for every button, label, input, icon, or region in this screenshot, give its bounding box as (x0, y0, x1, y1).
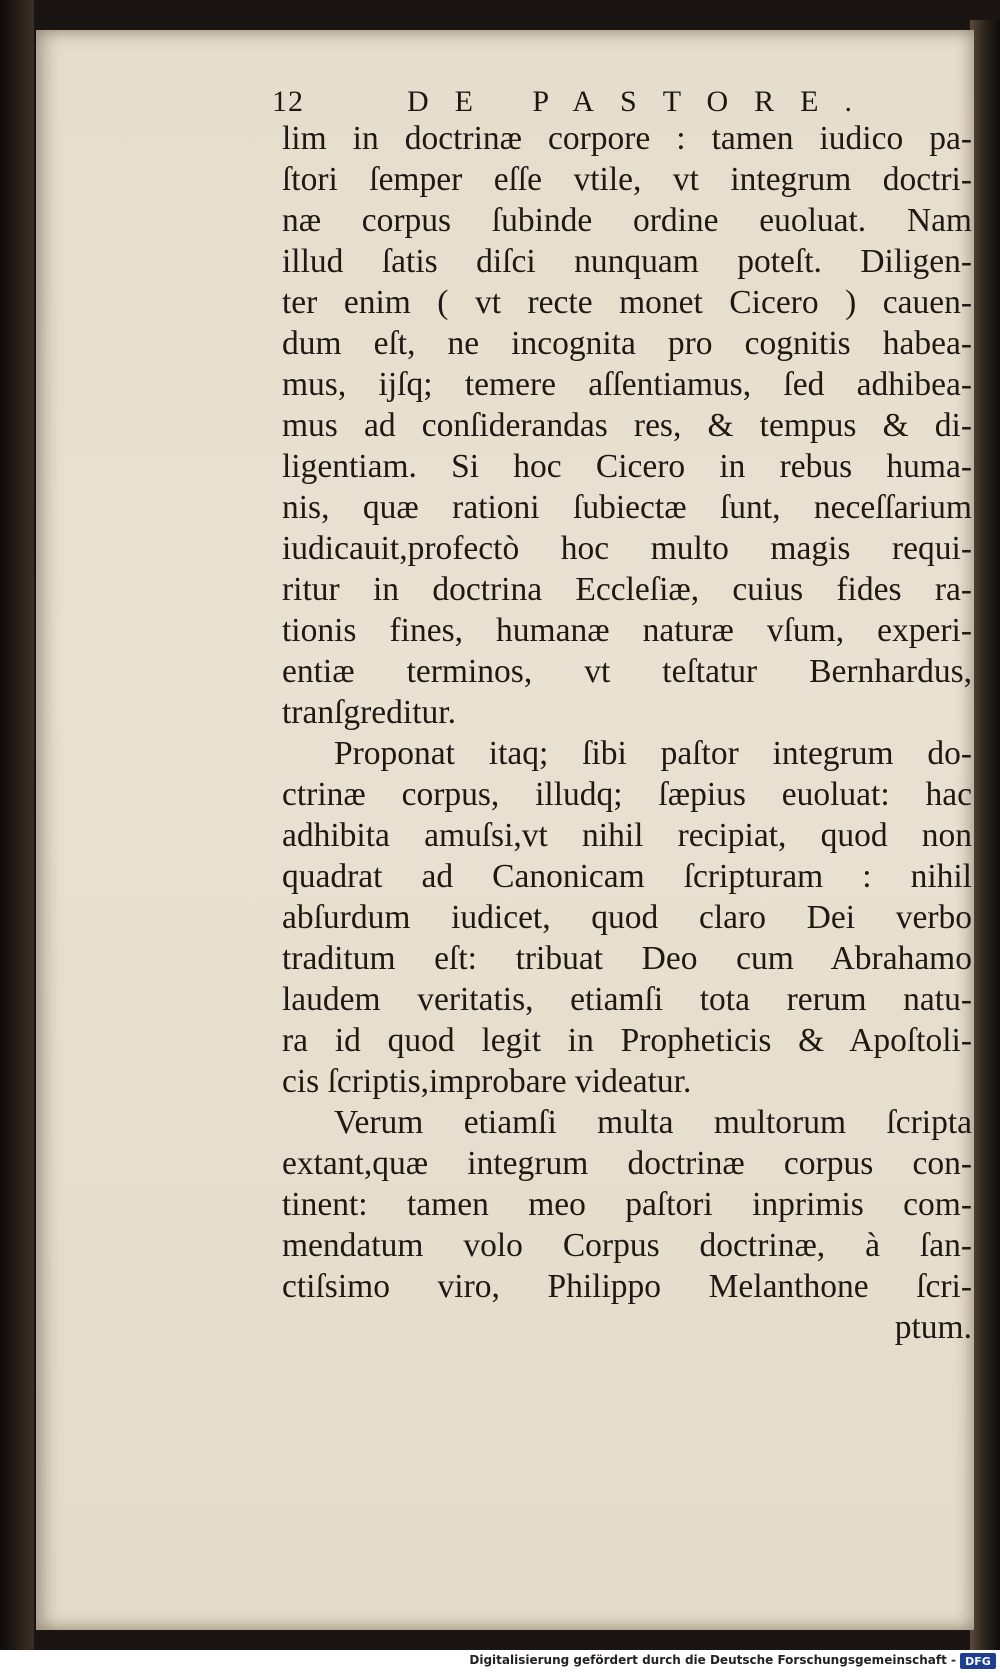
text-line: illud ſatis diſci nunquam poteſt. Diligen- (282, 243, 972, 280)
text-line: ritur in doctrina Eccleſiæ, cuius fides ra- (282, 571, 972, 608)
text-line: mendatum volo Corpus doctrinæ, à ſan- (282, 1227, 972, 1264)
text-line: tinent: tamen meo paſtori inprimis com- (282, 1186, 972, 1223)
page-fore-edge (970, 20, 1000, 1650)
text-line: lim in doctrinæ corpore : tamen iudico pa- (282, 120, 972, 157)
text-line: quadrat ad Canonicam ſcripturam : nihil (282, 858, 972, 895)
text-line: ligentiam. Si hoc Cicero in rebus huma- (282, 448, 972, 485)
text-line: nis, quæ rationi ſubiectæ ſunt, neceſſarium (282, 489, 972, 526)
text-line: mus, ijſq; temere aſſentiamus, ſed adhibea- (282, 366, 972, 403)
dfg-logo: DFG (960, 1653, 996, 1669)
catchword: ptum. (894, 1309, 972, 1346)
paragraph-start-line: Proponat itaq; ſibi paſtor integrum do- (334, 735, 972, 772)
text-line: tionis fines, humanæ naturæ vſum, experi- (282, 612, 972, 649)
text-line: extant,quæ integrum doctrinæ corpus con- (282, 1145, 972, 1182)
text-line: ctrinæ corpus, illudq; ſæpius euoluat: hac (282, 776, 972, 813)
text-line: laudem veritatis, etiamſi tota rerum natu- (282, 981, 972, 1018)
text-line: adhibita amuſsi,vt nihil recipiat, quod non (282, 817, 972, 854)
text-line: traditum eſt: tribuat Deo cum Abrahamo (282, 940, 972, 977)
text-line: ſtori ſemper eſſe vtile, vt integrum doctri- (282, 161, 972, 198)
text-line: ter enim ( vt recte monet Cicero ) cauen- (282, 284, 972, 321)
running-title: DE PASTORE. (406, 85, 878, 118)
funding-credit: Digitalisierung gefördert durch die Deutsche Forschungsgemeinschaft - (469, 1653, 956, 1667)
text-line: dum eſt, ne incognita pro cognitis habea- (282, 325, 972, 362)
text-line: iudicauit,profectò hoc multo magis requi- (282, 530, 972, 567)
text-line: cis ſcriptis,improbare videatur. (282, 1063, 692, 1100)
text-line: tranſgreditur. (282, 694, 456, 731)
text-line: næ corpus ſubinde ordine euoluat. Nam (282, 202, 972, 239)
paragraph-start-line: Verum etiamſi multa multorum ſcripta (334, 1104, 972, 1141)
text-line: ctiſsimo viro, Philippo Melanthone ſcri- (282, 1268, 972, 1305)
body-text (282, 118, 972, 1348)
text-line: mus ad conſiderandas res, & tempus & di- (282, 407, 972, 444)
footer-bar (0, 1650, 1000, 1673)
book-binding-edge (0, 0, 34, 1650)
page-number: 12 (272, 85, 304, 118)
text-line: abſurdum iudicet, quod claro Dei verbo (282, 899, 972, 936)
running-head (272, 82, 878, 122)
text-line: entiæ terminos, vt teſtatur Bernhardus, (282, 653, 972, 690)
text-line: ra id quod legit in Propheticis & Apoſtoli- (282, 1022, 972, 1059)
